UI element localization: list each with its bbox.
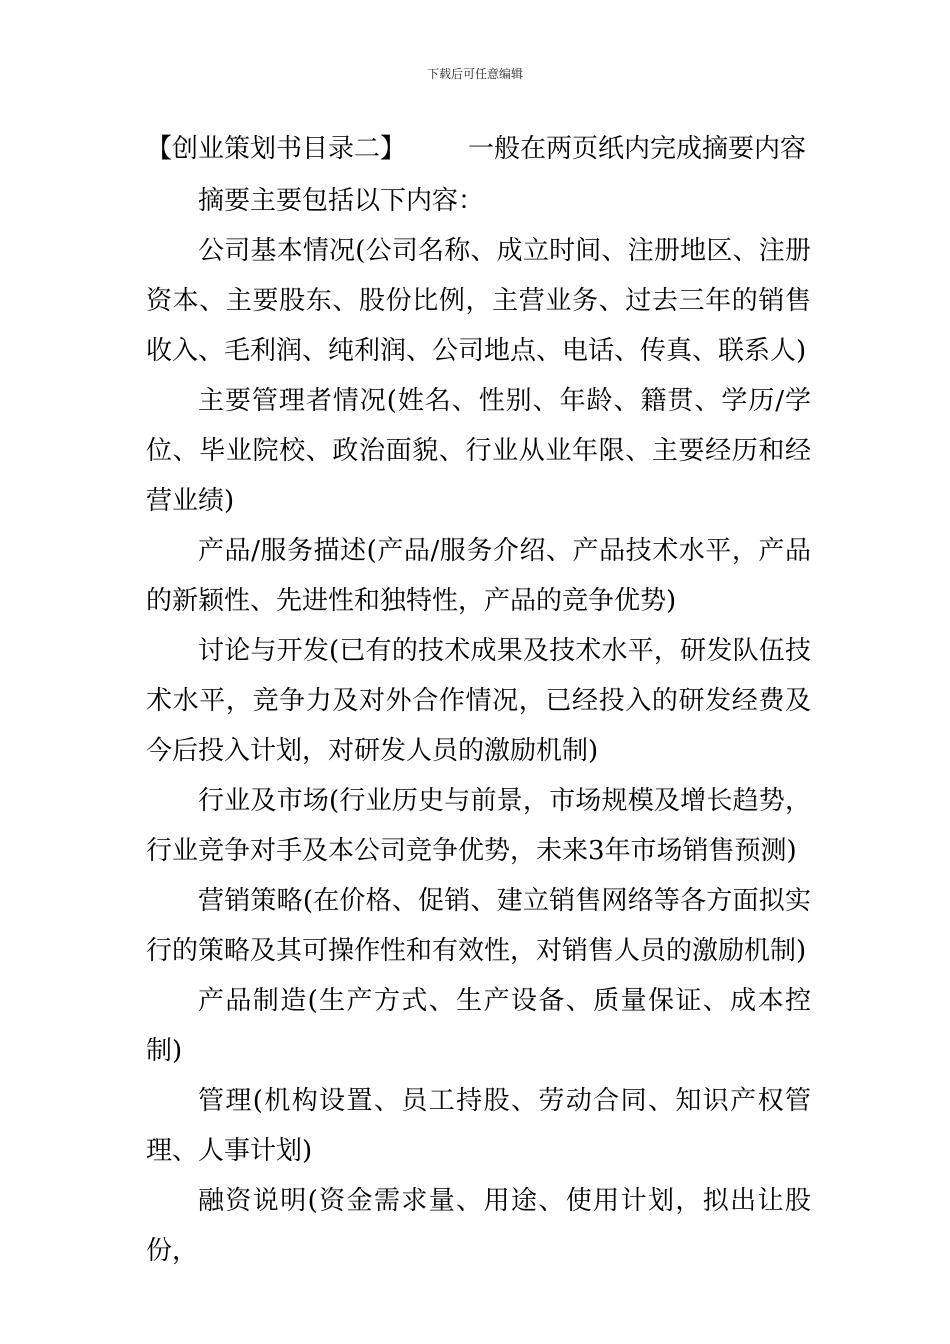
document-body [146,127,811,1276]
paragraph-summary-intro: 摘要主要包括以下内容： [198,186,485,216]
header-note: 下载后可任意编辑 [426,67,523,81]
paragraph-management-structure: 管理(机构设置、员工持股、劳动合同、知识产权管理、人事计划) [146,1086,811,1166]
paragraph-management: 主要管理者情况(姓名、性别、年龄、籍贯、学历/学位、毕业院校、政治面貌、行业从业年限、主要经历和经营业绩) [146,386,811,516]
paragraph-research-development: 讨论与开发(已有的技术成果及技术水平，研发队伍技术水平，竞争力及对外合作情况，已经投入的研发经费及今后投入计划，对研发人员的激励机制) [146,636,811,766]
paragraph-marketing-strategy: 营销策略(在价格、促销、建立销售网络等各方面拟实行的策略及其可操作性和有效性，对销售人员的激励机制) [146,886,811,966]
paragraph-industry-market: 行业及市场(行业历史与前景，市场规模及增长趋势，行业竞争对手及本公司竞争优势，未来3年市场销售预测) [146,786,811,866]
paragraph-product-service: 产品/服务描述(产品/服务介绍、产品技术水平，产品的新颖性、先进性和独特性，产品的竞争优势) [146,536,811,616]
document-subtitle: 一般在两页纸内完成摘要内容 [468,134,807,164]
paragraph-financing: 融资说明(资金需求量、用途、使用计划，拟出让股份， [146,1186,811,1266]
paragraph-manufacturing: 产品制造(生产方式、生产设备、质量保证、成本控制) [146,986,811,1066]
paragraph-company-info: 公司基本情况(公司名称、成立时间、注册地区、注册资本、主要股东、股份比例，主营业务、过去三年的销售收入、毛利润、纯利润、公司地点、电话、传真、联系人) [146,236,811,366]
title-line [146,127,811,176]
document-title: 【创业策划书目录二】 [146,134,407,164]
